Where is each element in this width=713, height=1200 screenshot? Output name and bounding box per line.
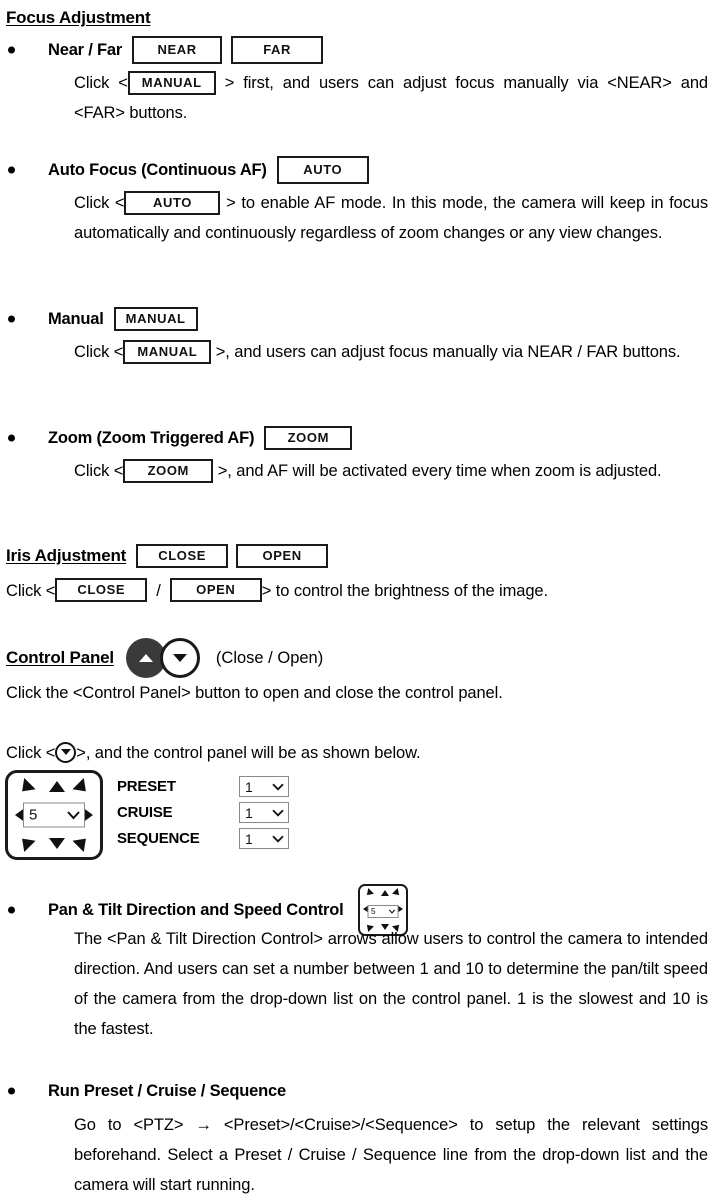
option-label-cruise: CRUISE — [117, 804, 173, 821]
section-heading-control-panel: Control Panel — [6, 648, 114, 667]
iris-body — [0, 576, 713, 606]
iris-open-button[interactable]: OPEN — [236, 544, 328, 568]
chevron-down-icon — [67, 811, 80, 820]
pan-tilt-speed-value: 5 — [29, 806, 38, 824]
chevron-down-icon — [272, 835, 284, 843]
pan-tilt-speed-select-small[interactable] — [367, 905, 398, 918]
bullet-label-pan-tilt: Pan & Tilt Direction and Speed Control — [48, 900, 344, 919]
auto-focus-body — [0, 188, 713, 248]
focus-adjustment-section — [6, 8, 150, 28]
control-panel-widget[interactable] — [5, 770, 289, 860]
manual-button-inline-1[interactable]: MANUAL — [128, 71, 216, 95]
preset-select[interactable] — [239, 776, 289, 797]
manual-body-after: >, and users can adjust focus manually via NEAR / FAR buttons. — [215, 343, 681, 361]
auto-button-inline[interactable]: AUTO — [124, 191, 220, 215]
dpad-arrow-up-left-icon[interactable] — [16, 778, 35, 797]
chevron-down-icon — [272, 809, 284, 817]
manual-button[interactable]: MANUAL — [114, 307, 198, 331]
iris-close-button[interactable]: CLOSE — [136, 544, 228, 568]
option-label-preset: PRESET — [117, 778, 176, 795]
auto-button[interactable]: AUTO — [277, 156, 369, 184]
pan-tilt-speed-value-small: 5 — [371, 907, 376, 916]
bullet-auto-focus — [0, 156, 713, 184]
pan-tilt-body-text: The <Pan & Tilt Direction Control> arrows allow users to control the camera to intended direction. And users can set a number between 1 and 10 to determine the pan/tilt speed of the camera from the drop-down list on the control panel. 1 is the slowest and 10 is the fastest. — [74, 930, 708, 1038]
dpad-arrow-down-left-icon[interactable] — [16, 833, 35, 852]
option-row-sequence — [117, 828, 289, 849]
near-far-body-before: Click < — [74, 74, 128, 92]
control-panel-options — [117, 770, 289, 849]
zoom-body-after: >, and AF will be activated every time when zoom is adjusted. — [217, 462, 662, 480]
run-preset-body — [0, 1110, 713, 1200]
bullet-dot-icon — [8, 435, 15, 442]
bullet-dot-icon — [8, 907, 15, 914]
bullet-run-preset — [0, 1080, 713, 1102]
bullet-dot-icon — [8, 167, 15, 174]
dpad-arrow-up-right-icon[interactable] — [72, 778, 91, 797]
iris-close-button-inline[interactable]: CLOSE — [55, 578, 147, 602]
dpad-arrow-up-left-icon[interactable] — [364, 888, 374, 898]
iris-body-after: > to control the brightness of the image. — [261, 582, 548, 600]
iris-adjustment-section — [6, 544, 328, 568]
near-far-body-after: > first, and users can adjust focus manually via <NEAR> and <FAR> buttons. — [74, 74, 708, 122]
manual-body — [0, 337, 713, 367]
bullet-label-manual: Manual — [48, 309, 104, 328]
sequence-value: 1 — [245, 830, 253, 847]
cruise-select[interactable] — [239, 802, 289, 823]
bullet-near-far — [0, 36, 713, 64]
zoom-button-inline[interactable]: ZOOM — [123, 459, 213, 483]
iris-body-separator: / — [156, 582, 161, 600]
control-panel-section — [6, 638, 323, 678]
control-panel-toggle-buttons[interactable] — [126, 638, 204, 678]
bullet-dot-icon — [8, 47, 15, 54]
pan-tilt-speed-select[interactable] — [23, 803, 85, 828]
control-panel-paragraph-2-before: Click < — [6, 744, 56, 762]
zoom-button[interactable]: ZOOM — [264, 426, 352, 450]
option-row-cruise — [117, 802, 289, 823]
dpad-arrow-up-right-icon[interactable] — [392, 888, 402, 898]
control-panel-paragraph-1-text: Click the <Control Panel> button to open and close the control panel. — [6, 684, 503, 702]
bullet-label-run-preset: Run Preset / Cruise / Sequence — [48, 1081, 286, 1100]
near-button[interactable]: NEAR — [132, 36, 222, 64]
section-heading-iris: Iris Adjustment — [6, 546, 127, 565]
auto-focus-body-after: > to enable AF mode. In this mode, the camera will keep in focus automatically and continuously regardless of zoom changes or any view changes. — [74, 194, 709, 242]
bullet-label-auto-focus: Auto Focus (Continuous AF) — [48, 160, 267, 179]
manual-button-inline-2[interactable]: MANUAL — [123, 340, 211, 364]
control-panel-heading-suffix: (Close / Open) — [215, 648, 324, 667]
dpad-arrow-down-icon[interactable] — [49, 838, 65, 849]
bullet-label-near-far: Near / Far — [48, 40, 123, 59]
pan-tilt-dpad[interactable] — [5, 770, 103, 860]
pan-tilt-body — [0, 924, 713, 1044]
run-preset-body-text: Go to <PTZ> → <Preset>/<Cruise>/<Sequence> to setup the relevant settings beforehand. Select a Preset / Cruise / Sequence line from the drop-down list and the camera will start running. — [74, 1116, 708, 1194]
chevron-down-icon — [388, 909, 395, 914]
chevron-down-icon — [272, 783, 284, 791]
option-row-preset — [117, 776, 289, 797]
dpad-arrow-up-icon[interactable] — [49, 781, 65, 792]
far-button[interactable]: FAR — [231, 36, 323, 64]
sequence-select[interactable] — [239, 828, 289, 849]
bullet-zoom — [0, 426, 713, 450]
bullet-manual — [0, 307, 713, 331]
control-panel-paragraph-2-after: >, and the control panel will be as shown below. — [76, 744, 421, 762]
cruise-value: 1 — [245, 804, 253, 821]
control-panel-paragraph-1 — [6, 678, 706, 708]
iris-open-button-inline[interactable]: OPEN — [170, 578, 262, 602]
dpad-arrow-down-right-icon[interactable] — [72, 833, 91, 852]
section-heading-focus: Focus Adjustment — [6, 8, 151, 27]
bullet-dot-icon — [8, 316, 15, 323]
zoom-body-before: Click < — [74, 462, 124, 480]
control-panel-open-icon-inline[interactable] — [55, 742, 76, 763]
iris-body-before: Click < — [6, 582, 56, 600]
manual-body-before: Click < — [74, 343, 124, 361]
option-label-sequence: SEQUENCE — [117, 830, 200, 847]
bullet-label-zoom: Zoom (Zoom Triggered AF) — [48, 428, 255, 447]
bullet-dot-icon — [8, 1088, 15, 1095]
zoom-body — [0, 456, 713, 486]
preset-value: 1 — [245, 778, 253, 795]
auto-focus-body-before: Click < — [74, 194, 125, 212]
dpad-arrow-up-icon[interactable] — [381, 890, 389, 896]
control-panel-open-icon[interactable] — [160, 638, 200, 678]
near-far-body — [0, 68, 713, 128]
control-panel-paragraph-2 — [6, 738, 706, 768]
